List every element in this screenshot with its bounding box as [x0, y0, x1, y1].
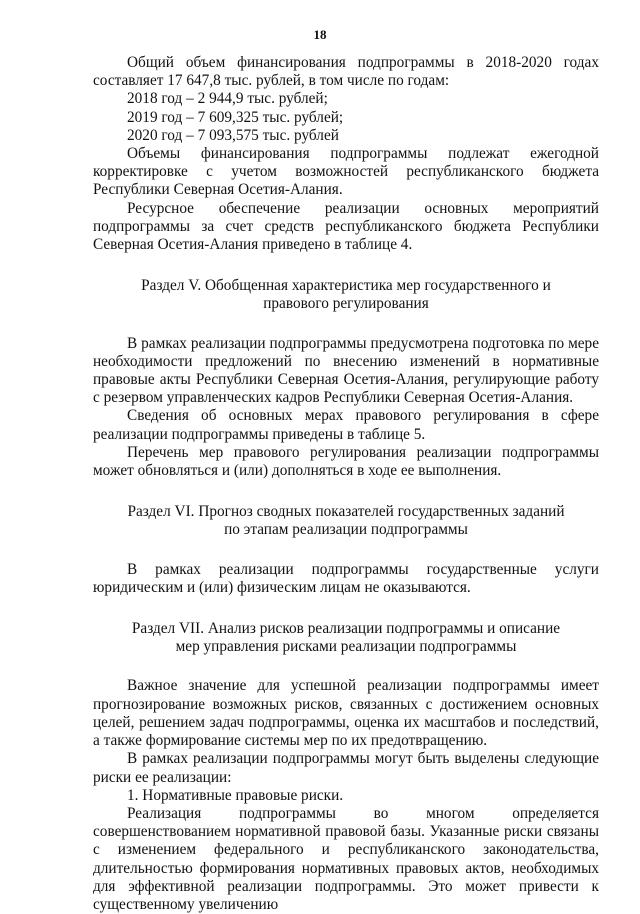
section-7-paragraph-2: В рамках реализации подпрограммы могут быть выделены следующие риски ее реализации: [93, 750, 599, 786]
section-7-paragraph-3: Реализация подпрограммы во многом определяется совершенствованием нормативной правовой базы. Указанные риски связаны с изменением федерального и республиканского законодательства, длительностью формирования нормативных правовых актов, необходимых для эффективной реализации подпрограммы. Это может привести к существенному увеличению [93, 804, 599, 913]
page-content [93, 54, 599, 914]
section-7-paragraph-1: Важное значение для успешной реализации подпрограммы имеет прогнозирование возможных рисков, связанных с достижением основных целей, решением задач подпрограммы, оценка их масштабов и последствий, а также формирование системы мер по их предотвращению. [93, 677, 599, 750]
section-7-heading: Раздел VII. Анализ рисков реализации подпрограммы и описание мер управления рисками реализации подпрограммы [131, 620, 561, 656]
resources-paragraph: Ресурсное обеспечение реализации основных мероприятий подпрограммы за счет средств республиканского бюджета Республики Северная Осетия-Алания приведено в таблице 4. [93, 199, 599, 254]
section-6-paragraph-1: В рамках реализации подпрограммы государственные услуги юридическим и (или) физическим лицам не оказываются. [93, 560, 599, 596]
financing-adjustment-paragraph: Объемы финансирования подпрограммы подлежат ежегодной корректировке с учетом возможностей республиканского бюджета Республики Северная Осетия-Алания. [93, 145, 599, 199]
financing-year-2020: 2020 год – 7 093,575 тыс. рублей [127, 126, 339, 144]
financing-intro-paragraph: Общий объем финансирования подпрограммы в 2018-2020 годах составляет 17 647,8 тыс. рублей, в том числе по годам: [93, 54, 599, 90]
section-5-heading: Раздел V. Обобщенная характеристика мер государственного и правового регулирования [141, 277, 551, 313]
section-6-heading: Раздел VI. Прогноз сводных показателей государственных заданий по этапам реализации подпрограммы [127, 503, 565, 539]
section-5-paragraph-1: В рамках реализации подпрограммы предусмотрена подготовка по мере необходимости предложений по внесению изменений в нормативные правовые акты Республики Северная Осетия-Алания, регулирующие работу с резервом управленческих кадров Республики Северная Осетия-Алания. [93, 334, 599, 407]
financing-year-2018: 2018 год – 2 944,9 тыс. рублей; [127, 90, 328, 108]
section-7-list-item-1: 1. Нормативные правовые риски. [127, 786, 344, 804]
financing-year-2019: 2019 год – 7 609,325 тыс. рублей; [127, 108, 344, 126]
page-number: 18 [313, 27, 327, 42]
section-5-paragraph-2: Сведения об основных мерах правового регулирования в сфере реализации подпрограммы приведены в таблице 5. [93, 407, 599, 443]
section-5-paragraph-3: Перечень мер правового регулирования реализации подпрограммы может обновляться и (или) дополняться в ходе ее выполнения. [93, 443, 599, 480]
